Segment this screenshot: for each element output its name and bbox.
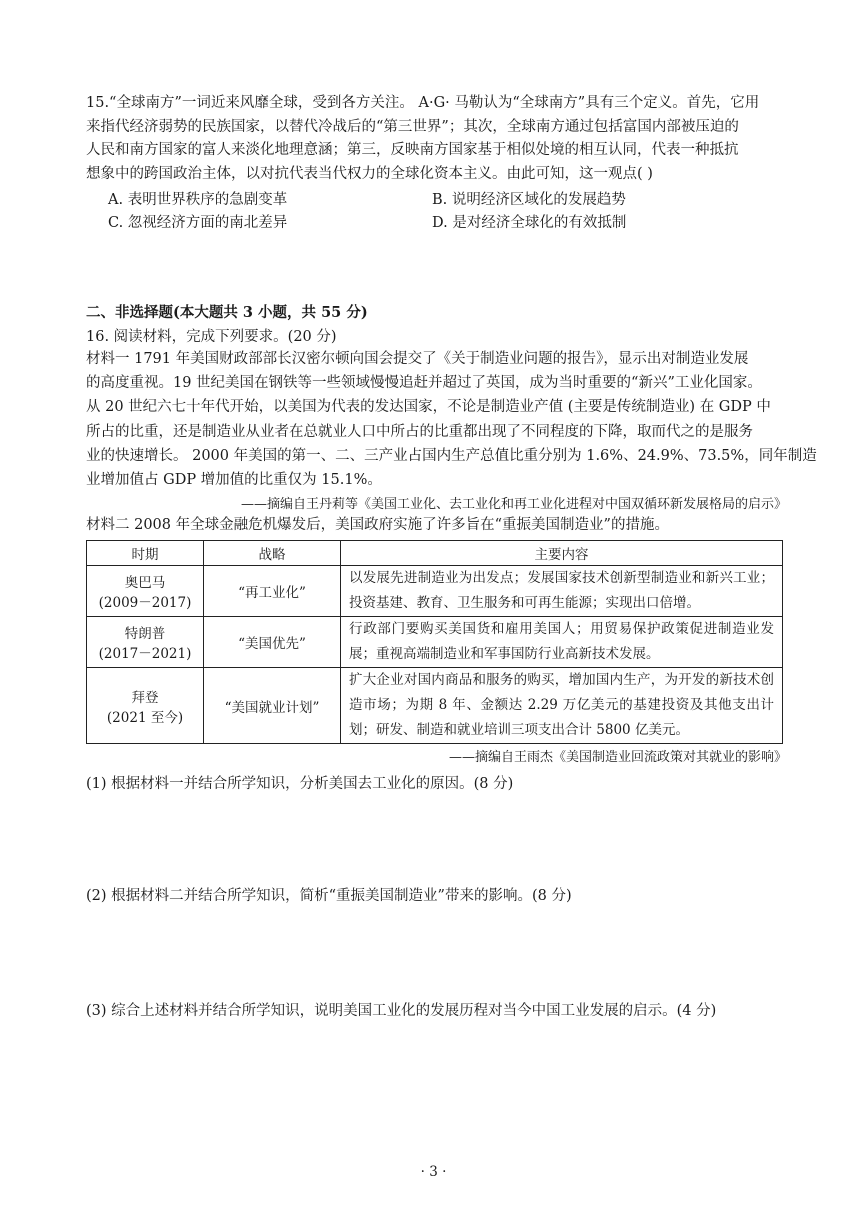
period-years: (2021 至今): [106, 709, 184, 726]
source-citation-2: ——摘编自王雨杰《美国制造业回流政策对其就业的影响》: [448, 750, 787, 765]
sub-question-1: (1) 根据材料一并结合所学知识，分析美国去工业化的原因。(8 分): [86, 776, 514, 792]
option-d[interactable]: D. 是对经济全球化的有效抵制: [432, 215, 627, 231]
material-one-line: 业的快速增长。 2000 年美国的第一、二、三产业占国内生产总值比重分别为 1.6%、24.9%、73.5%，同年制造: [86, 447, 817, 464]
content-cell: 行政部门要购买美国货和雇用美国人；用贸易保护政策促进制造业发展；重视高端制造业和军事国防行业高新技术发展。: [341, 617, 783, 668]
material-one-line: 业增加值占 GDP 增加值的比重仅为 15.1%。: [86, 471, 382, 488]
header-period: 时期: [87, 541, 204, 566]
strategy-cell: “美国就业计划”: [204, 668, 341, 744]
page-number: · 3 ·: [420, 1164, 447, 1180]
period-years: (2009－2017): [98, 595, 192, 611]
content-cell: 扩大企业对国内商品和服务的购买，增加国内生产，为开发的新技术创造市场；为期 8 年、金额达 2.29 万亿美元的基建投资及其他支出计划；研发、制造和就业培训三项支出合计 5800 亿美元。: [341, 668, 783, 744]
q15-line: 想象中的跨国政治主体，以对抗代表当代权力的全球化资本主义。由此可知，这一观点( ): [86, 165, 653, 182]
sub-question-2: (2) 根据材料二并结合所学知识，简析“重振美国制造业”带来的影响。(8 分): [86, 888, 572, 904]
content-cell: 以发展先进制造业为出发点；发展国家技术创新型制造业和新兴工业；投资基建、教育、卫生服务和可再生能源；实现出口倍增。: [341, 566, 783, 617]
source-citation-1: ——摘编自王丹莉等《美国工业化、去工业化和再工业化进程对中国双循环新发展格局的启示》: [240, 497, 787, 512]
strategy-cell: “再工业化”: [204, 566, 341, 617]
period-cell: [87, 668, 204, 744]
sub-question-3: (3) 综合上述材料并结合所学知识，说明美国工业化的发展历程对当今中国工业发展的启示。(4 分): [86, 1003, 717, 1019]
header-strategy: 战略: [204, 541, 341, 566]
section-heading: 二、非选择题(本大题共 3 小题，共 55 分): [86, 304, 368, 321]
option-a[interactable]: A. 表明世界秩序的急剧变革: [108, 192, 288, 208]
question-16-intro: 16. 阅读材料，完成下列要求。(20 分): [86, 329, 337, 345]
period-name: 拜登: [131, 689, 159, 706]
material-two-intro: 材料二 2008 年全球金融危机爆发后，美国政府实施了许多旨在“重振美国制造业”的措施。: [86, 517, 669, 533]
period-cell: [87, 617, 204, 668]
q15-line: 来指代经济弱势的民族国家，以替代冷战后的“第三世界”；其次，全球南方通过包括富国内部被压迫的: [86, 118, 739, 135]
period-name: 特朗普: [124, 626, 166, 642]
period-name: 奥巴马: [124, 575, 166, 591]
table-row: [87, 617, 783, 668]
question-15: [86, 92, 759, 186]
material-one-line: 的高度重视。19 世纪美国在钢铁等一些领域慢慢追赶并超过了英国，成为当时重要的“新兴”工业化国家。: [86, 375, 762, 392]
table-header-row: [87, 541, 783, 566]
option-b[interactable]: B. 说明经济区域化的发展趋势: [432, 192, 626, 208]
strategy-cell: “美国优先”: [204, 617, 341, 668]
q15-line: 人民和南方国家的富人来淡化地理意涵；第三，反映南方国家基于相似处境的相互认同，代表一种抵抗: [86, 142, 739, 159]
policy-table: [86, 540, 783, 744]
option-c[interactable]: C. 忽视经济方面的南北差异: [108, 215, 288, 231]
q15-line: 15.“全球南方”一词近来风靡全球，受到各方关注。 A·G· 马勒认为“全球南方”具有三个定义。首先，它用: [86, 95, 760, 111]
material-one-line: 所占的比重，还是制造业从业者在总就业人口中所占的比重都出现了不同程度的下降，取而代之的是服务: [86, 423, 753, 440]
period-cell: [87, 566, 204, 617]
material-one-line: 材料一 1791 年美国财政部部长汉密尔顿向国会提交了《关于制造业问题的报告》，显示出对制造业发展: [86, 351, 749, 367]
table-row: [87, 566, 783, 617]
header-content: 主要内容: [341, 541, 783, 566]
period-years: (2017－2021): [98, 646, 192, 662]
material-one: [86, 348, 817, 493]
material-one-line: 从 20 世纪六七十年代开始，以美国为代表的发达国家，不论是制造业产值 (主要是传统制造业) 在 GDP 中: [86, 399, 771, 416]
table-row: [87, 668, 783, 744]
